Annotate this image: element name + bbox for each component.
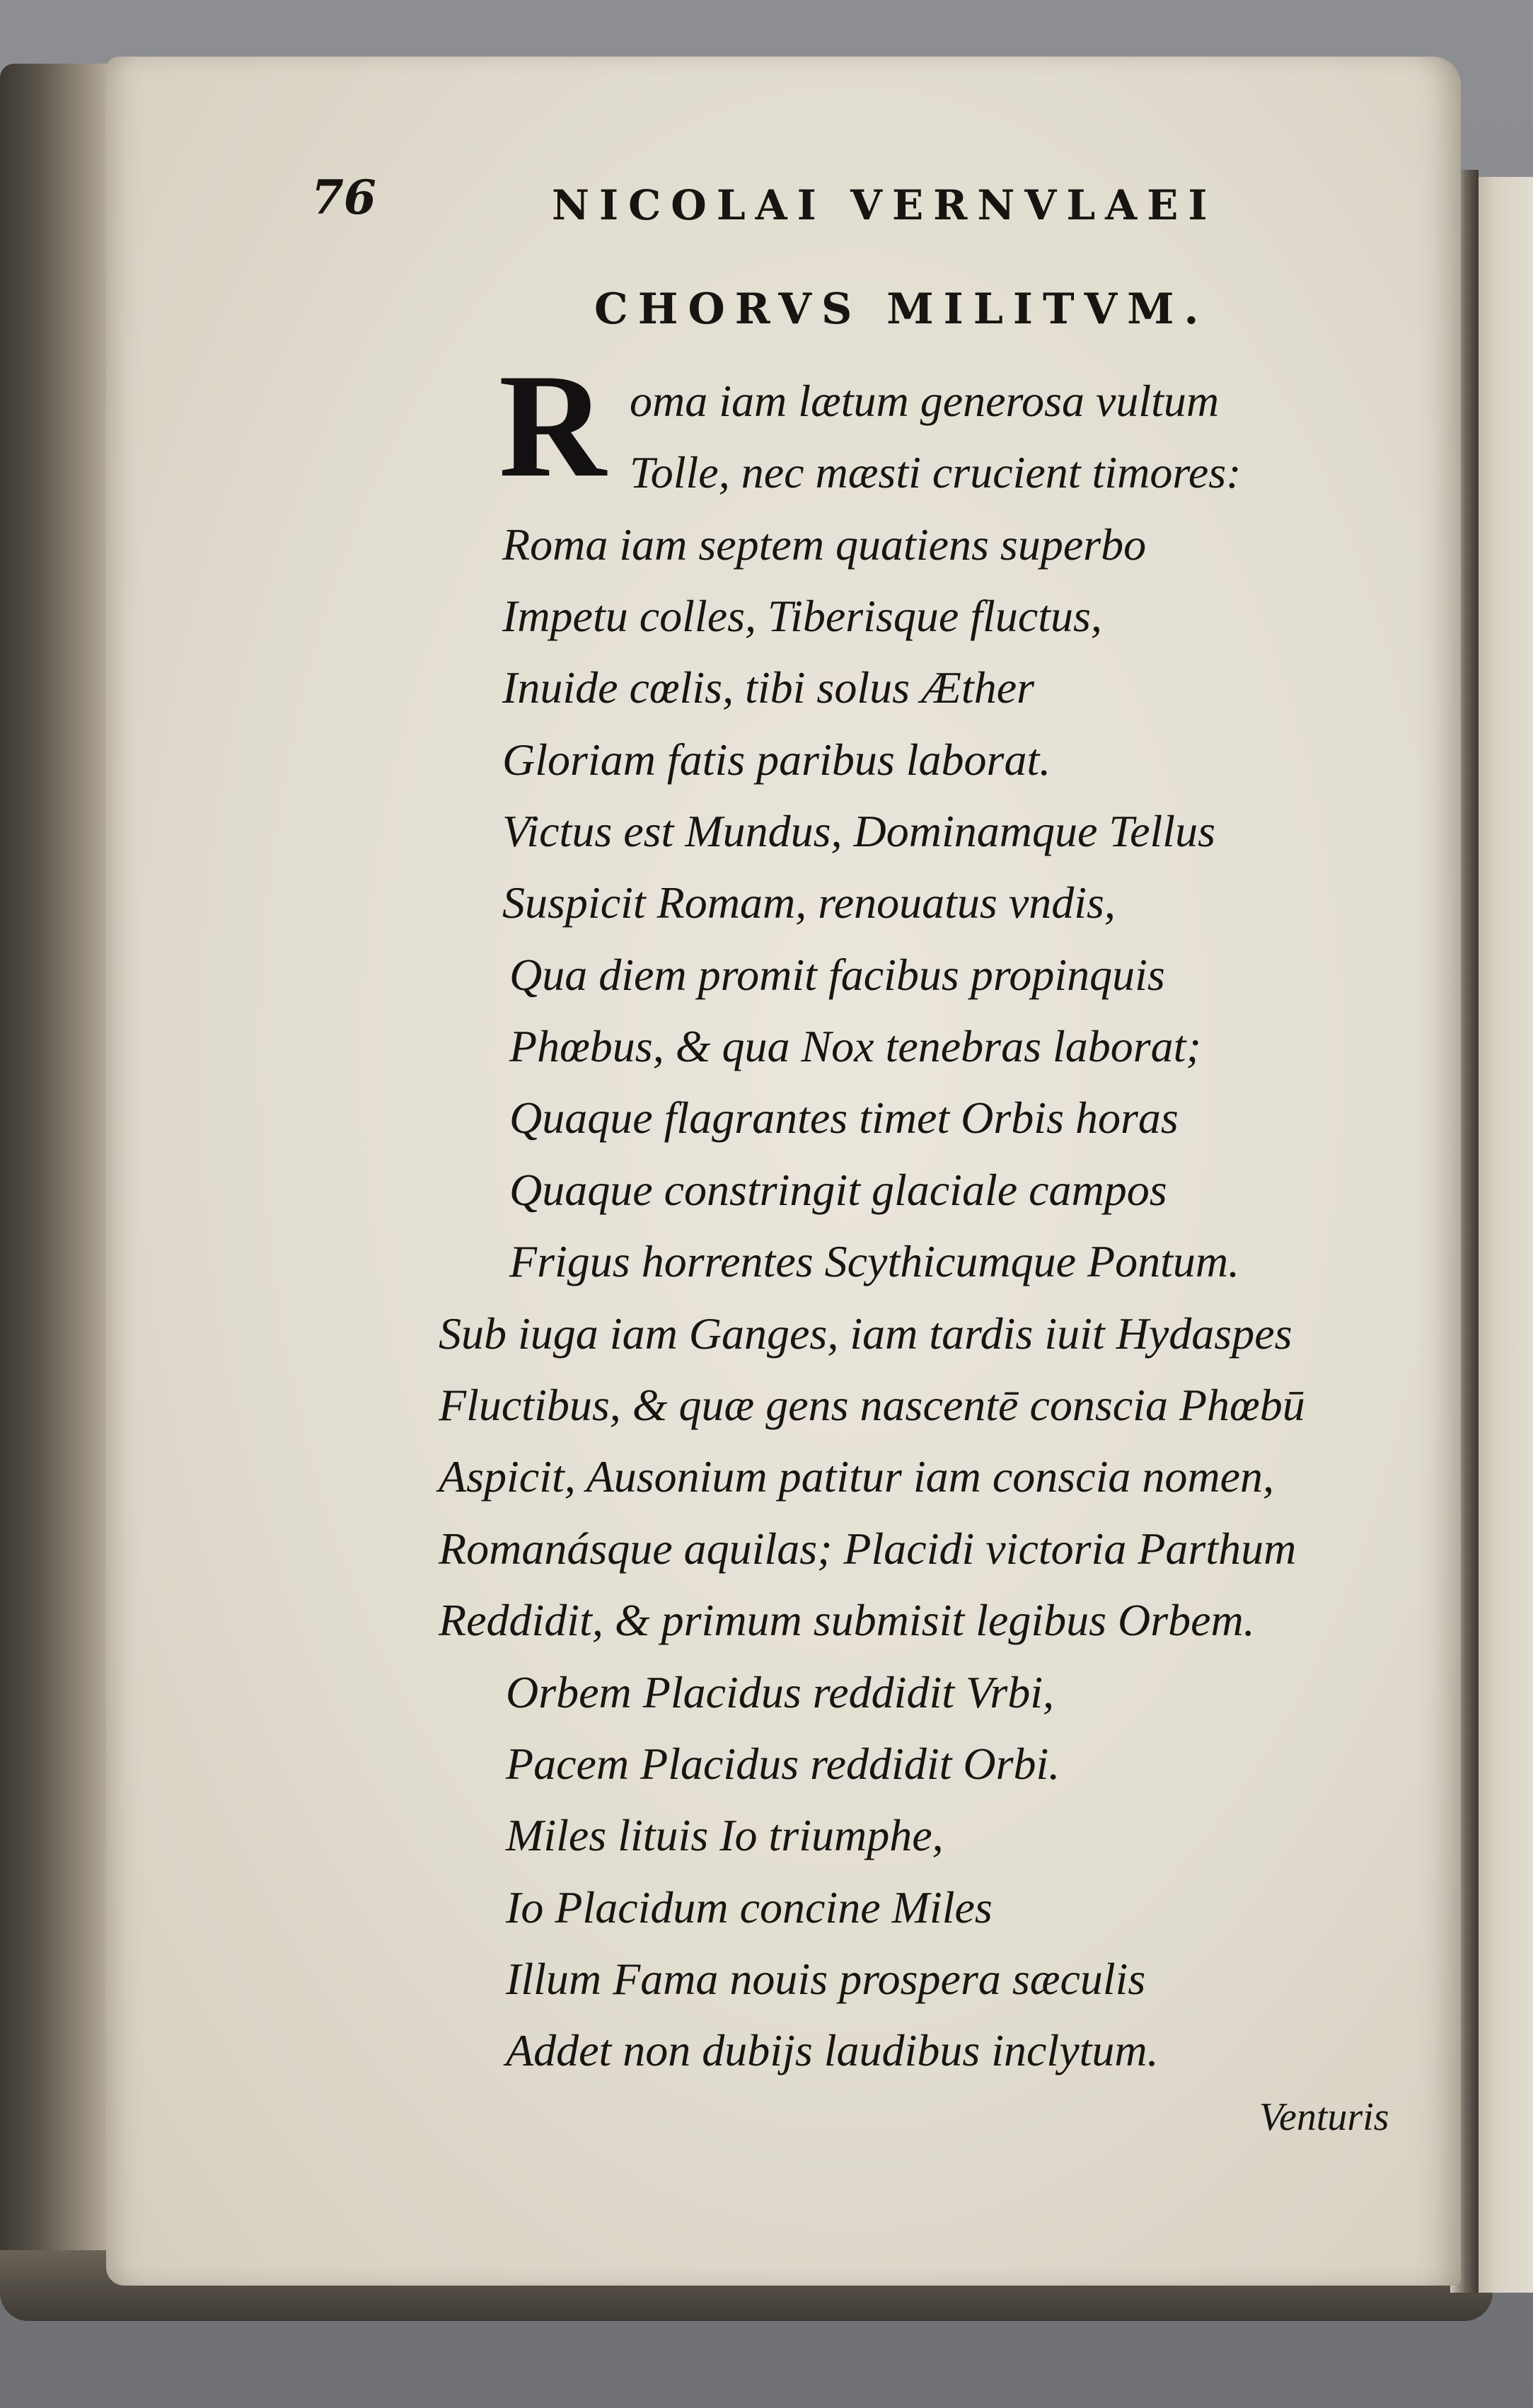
verse-line: Reddidit, & primum submisit legibus Orbem. xyxy=(439,1595,1255,1645)
verse-line: Inuide cœlis, tibi solus Æther xyxy=(502,662,1034,713)
verse-line: Aspicit, Ausonium patitur iam conscia nomen, xyxy=(439,1451,1274,1502)
verse-line: Miles lituis Io triumphe, xyxy=(506,1810,944,1860)
page-number: 76 xyxy=(311,170,376,225)
chorus-title: CHORVS MILITVM. xyxy=(594,284,1209,334)
verse-line: Tolle, nec mæsti crucient timores: xyxy=(630,447,1242,497)
verse-line: Io Placidum concine Miles xyxy=(506,1882,993,1932)
verse-line: oma iam lætum generosa vultum xyxy=(630,376,1220,426)
verse-line: Fluctibus, & quæ gens nascentē conscia Phœbū xyxy=(439,1380,1305,1430)
verse-line: Addet non dubijs laudibus inclytum. xyxy=(506,2025,1159,2075)
verse-line: Qua diem promit facibus propinquis xyxy=(509,950,1165,1000)
verse-line: Victus est Mundus, Dominamque Tellus xyxy=(502,806,1215,856)
verse-line: Impetu colles, Tiberisque fluctus, xyxy=(502,591,1102,641)
facing-page-edge xyxy=(1471,177,1533,2293)
verse-line: Suspicit Romam, renouatus vndis, xyxy=(502,877,1116,928)
verse-line: Romanásque aquilas; Placidi victoria Parthum xyxy=(439,1523,1297,1574)
verse-line: Illum Fama nouis prospera sæculis xyxy=(506,1954,1146,2004)
verse-line: Orbem Placidus reddidit Vrbi, xyxy=(506,1667,1055,1717)
catchword: Venturis xyxy=(1259,2095,1389,2139)
drop-cap: R xyxy=(499,344,606,508)
verse-line: Pacem Placidus reddidit Orbi. xyxy=(506,1739,1060,1789)
verse-line: Quaque flagrantes timet Orbis horas xyxy=(509,1093,1179,1143)
running-head: NICOLAI VERNVLAEI xyxy=(552,181,1217,229)
verse-line: Sub iuga iam Ganges, iam tardis iuit Hydaspes xyxy=(439,1308,1292,1359)
verse-line: Frigus horrentes Scythicumque Pontum. xyxy=(509,1236,1240,1286)
verse-line: Quaque constringit glaciale campos xyxy=(509,1165,1167,1215)
verse-line: Gloriam fatis paribus laborat. xyxy=(502,735,1051,785)
verse-line: Phœbus, & qua Nox tenebras laborat; xyxy=(509,1021,1201,1071)
verse-line: Roma iam septem quatiens superbo xyxy=(502,519,1147,570)
